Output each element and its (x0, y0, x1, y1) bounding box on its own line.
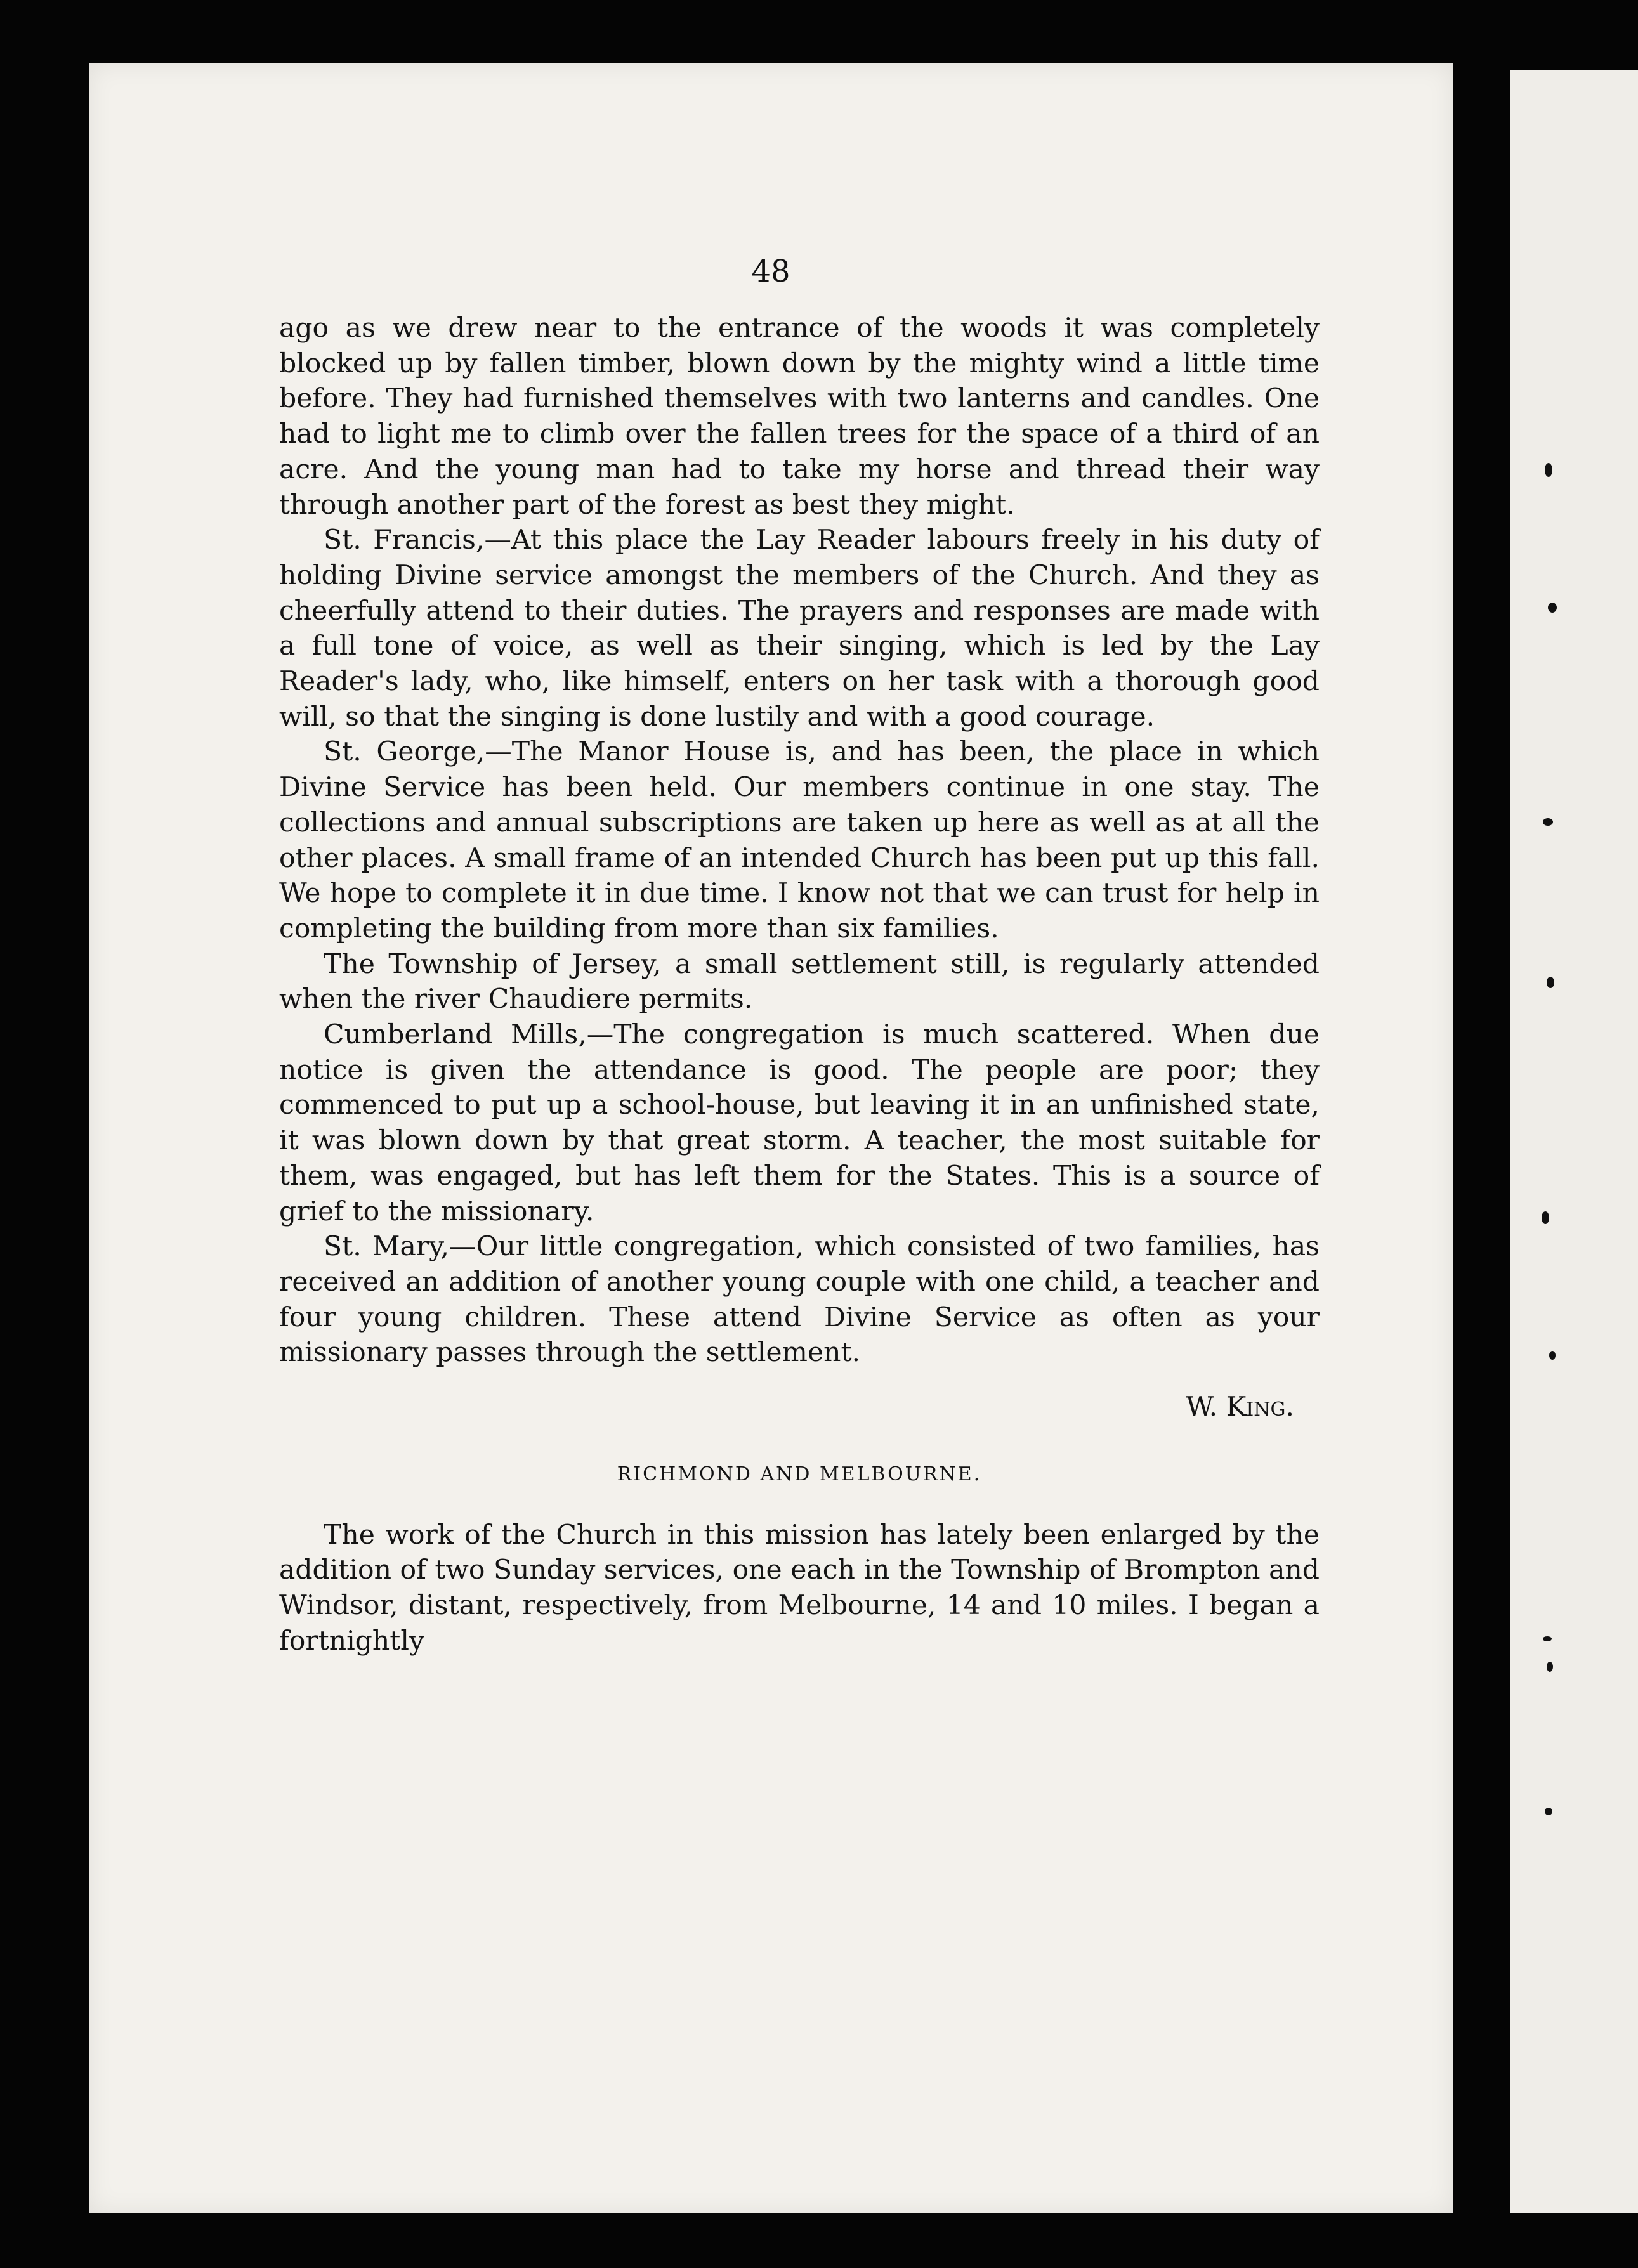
page-number: 48 (751, 254, 790, 289)
ink-mark (1549, 1351, 1556, 1360)
section-heading: RICHMOND AND MELBOURNE. (617, 1463, 982, 1485)
ink-mark (1543, 818, 1553, 826)
ink-mark (1547, 977, 1554, 988)
paragraph-st-mary: St. Mary,—Our little congregation, which consisted of two families, has received an addition of another young couple with one child, a teacher and four young children. These attend Divine Service as often as your missionary passes through the settlement. (279, 1231, 1320, 1369)
ink-mark (1545, 463, 1552, 477)
paragraph-richmond: The work of the Church in this mission has lately been enlarged by the addition of two Sunday services, one each in the Township of Brompton and Windsor, distant, respectively, from Melbourne, 14 and 10 miles. I began a fortnightly (279, 1519, 1320, 1657)
ink-mark (1545, 1808, 1552, 1815)
adjacent-page-edge (1510, 70, 1638, 2213)
body-text (279, 311, 1320, 1659)
paragraph-st-francis: St. Francis,—At this place the Lay Reader labours freely in his duty of holding Divine service amongst the members of the Church. And they as cheerfully attend to their duties. The prayers and responses are made with a full tone of voice, as well as their singing, which is led by the Lay Reader's lady, who, like himself, enters on her task with a thorough good will, so that the singing is done lustily and with a good courage. (279, 525, 1320, 733)
paragraph-cumberland-mills: Cumberland Mills,—The congregation is much scattered. When due notice is given the attendance is good. The people are poor; they commenced to put up a school-house, but leaving it in an unfinished state, it was blown down by that great storm. A teacher, the most suitable for them, was engaged, but has left them for the States. This is a source of grief to the missionary. (279, 1019, 1320, 1227)
ink-mark (1547, 1662, 1553, 1672)
paragraph-jersey: The Township of Jersey, a small settlement still, is regularly attended when the river Chaudiere permits. (279, 948, 1320, 1015)
paragraph-continuation: ago as we drew near to the entrance of the woods it was completely blocked up by fallen timber, blown down by the mighty wind a little time before. They had furnished themselves with two lanterns and candles. One had to light me to climb over the fallen trees for the space of a third of an acre. And the young man had to take my horse and thread their way through another part of the forest as best they might. (279, 313, 1320, 521)
ink-mark (1548, 603, 1557, 613)
ink-mark (1543, 1636, 1552, 1641)
ink-mark (1542, 1211, 1549, 1224)
paragraph-st-george: St. George,—The Manor House is, and has been, the place in which Divine Service has been held. Our members continue in one stay. The collections and annual subscriptions are taken up here as well as at all the other places. A small frame of an intended Church has been put up this fall. We hope to complete it in due time. I know not that we can trust for help in completing the building from more than six families. (279, 736, 1320, 944)
document-page (89, 63, 1453, 2213)
signature: W. King. (1186, 1391, 1294, 1423)
